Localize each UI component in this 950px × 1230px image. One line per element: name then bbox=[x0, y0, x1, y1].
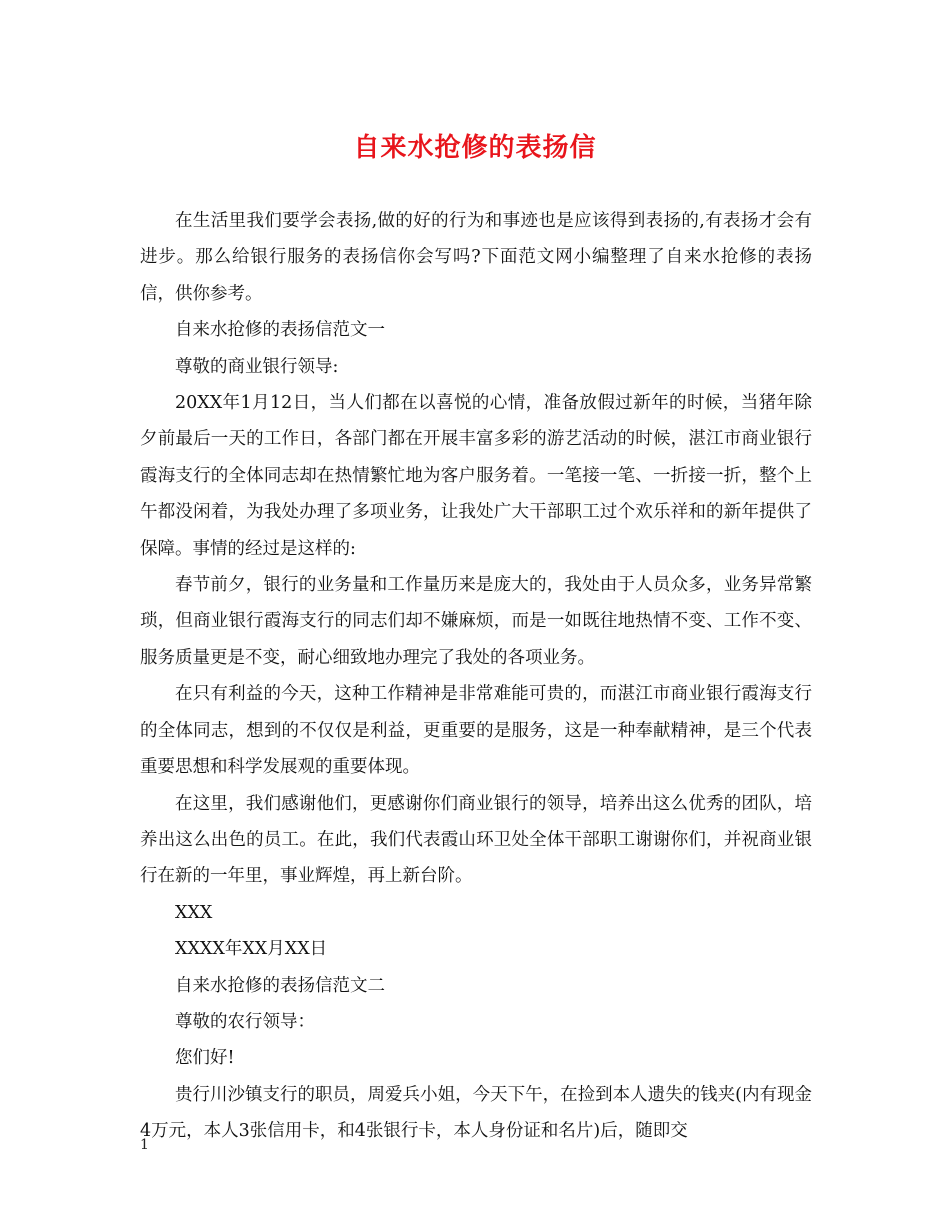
page-number: 1 bbox=[140, 1137, 149, 1153]
paragraph-intro: 在生活里我们要学会表扬,做的好的行为和事迹也是应该得到表扬的,有表扬才会有进步。那么给银行服务的表扬信你会写吗?下面范文网小编整理了自来水抢修的表扬信，供你参考。 bbox=[140, 211, 812, 304]
salutation-one: 尊敬的商业银行领导: bbox=[175, 356, 339, 377]
paragraph-spring-festival: 春节前夕，银行的业务量和工作量历来是庞大的，我处由于人员众多，业务异常繁琐，但商业银行霞海支行的同志们却不嫌麻烦，而是一如既往地热情不变、工作不变、服务质量更是不变，耐心细致地办理完了我处的各项业务。 bbox=[140, 575, 812, 668]
document-title: 自来水抢修的表扬信 bbox=[353, 133, 597, 163]
greeting-line: 您们好! bbox=[175, 1048, 235, 1069]
paragraph-spirit: 在只有利益的今天，这种工作精神是非常难能可贵的，而湛江市商业银行霞海支行的全体同志，想到的不仅仅是利益，更重要的是服务，这是一种奉献精神，是三个代表重要思想和科学发展观的重要体现。 bbox=[140, 684, 812, 778]
section-heading-sample-one: 自来水抢修的表扬信范文一 bbox=[175, 320, 385, 341]
section-heading-sample-two: 自来水抢修的表扬信范文二 bbox=[175, 975, 385, 996]
signature-name: XXX bbox=[175, 902, 213, 923]
paragraph-thanks: 在这里，我们感谢他们，更感谢你们商业银行的领导，培养出这么优秀的团队，培养出这么出色的员工。在此，我们代表霞山环卫处全体干部职工谢谢你们，并祝商业银行在新的一年里，事业辉煌，再上新台阶。 bbox=[140, 793, 812, 887]
salutation-two: 尊敬的农行领导： bbox=[175, 1011, 315, 1032]
paragraph-lost-wallet: 贵行川沙镇支行的职员，周爱兵小姐，今天下午，在捡到本人遗失的钱夹(内有现金4万元，本人3张信用卡，和4张银行卡，本人身份证和名片)后，随即交 bbox=[140, 1084, 812, 1142]
document-body bbox=[140, 203, 812, 1150]
paragraph-event: 20XX年1月12日，当人们都在以喜悦的心情，准备放假过新年的时候，当猪年除夕前最后一天的工作日，各部门都在开展丰富多彩的游艺活动的时候，湛江市商业银行霞海支行的全体同志却在热情繁忙地为客户服务着。一笔接一笔、一折接一折，整个上午都没闲着，为我处办理了多项业务，让我处广大干部职工过个欢乐祥和的新年提供了保障。事情的经过是这样的: bbox=[140, 393, 812, 559]
signature-date: XXXX年XX月XX日 bbox=[175, 939, 328, 960]
